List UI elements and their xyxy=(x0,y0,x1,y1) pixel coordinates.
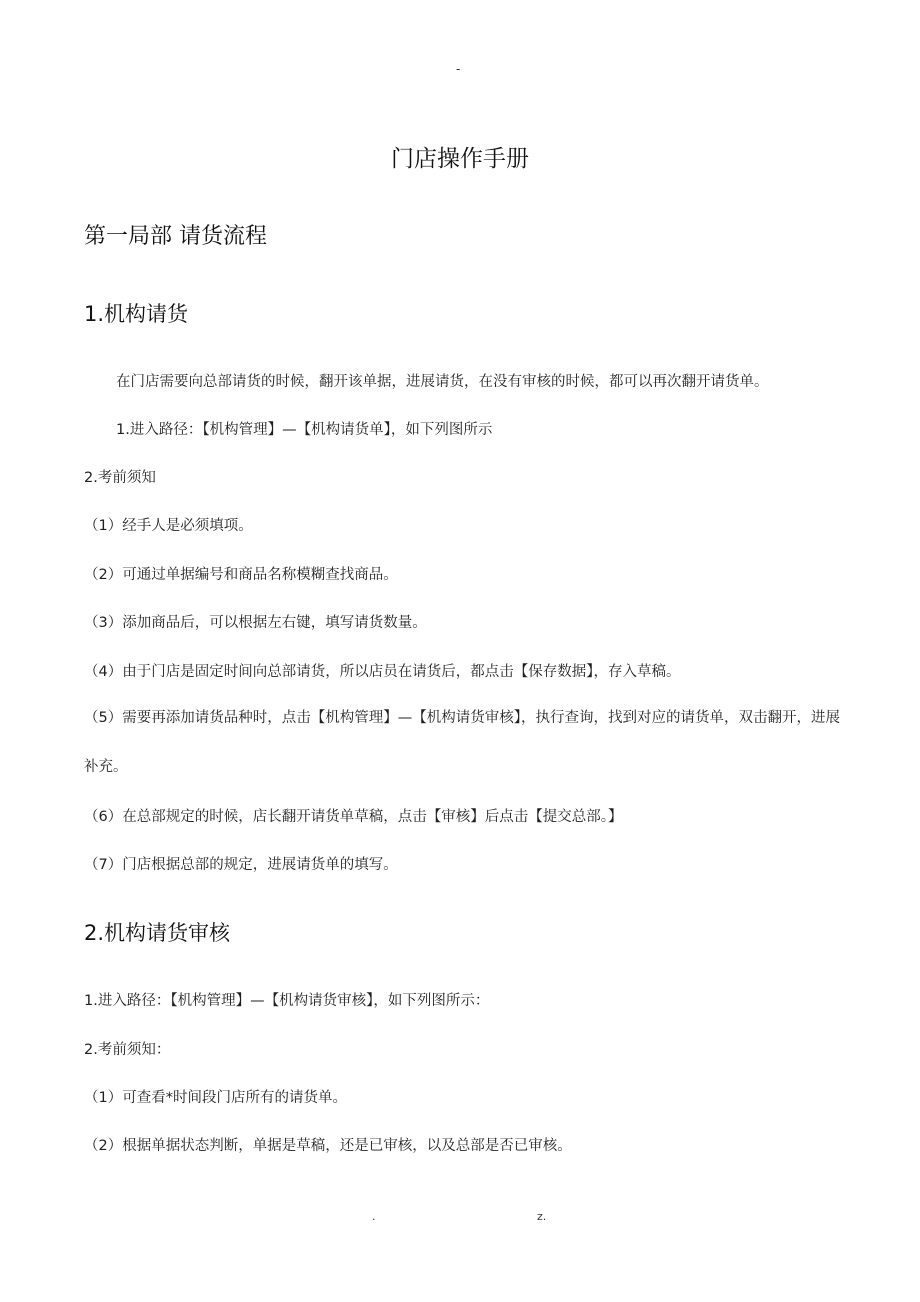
section-heading-1: 1.机构请货 xyxy=(84,302,189,326)
s1-note: （3）添加商品后，可以根据左右键，填写请货数量。 xyxy=(84,615,427,631)
s1-note: （7）门店根据总部的规定，进展请货单的填写。 xyxy=(84,857,398,873)
s2-note: （1）可查看*时间段门店所有的请货单。 xyxy=(84,1090,347,1106)
s1-intro: 在门店需要向总部请货的时候，翻开该单据，进展请货，在没有审核的时候，都可以再次翻开请货单。 xyxy=(116,374,769,390)
section-heading-2: 2.机构请货审核 xyxy=(84,921,231,945)
s1-note: （1）经手人是必须填项。 xyxy=(84,518,253,534)
s1-notes-title: 2.考前须知 xyxy=(84,470,156,486)
footer-left-mark: . xyxy=(372,1210,376,1223)
document-title: 门店操作手册 xyxy=(391,146,529,172)
s2-note: （2）根据单据状态判断，单据是草稿，还是已审核，以及总部是否已审核。 xyxy=(84,1138,572,1154)
header-mark: - xyxy=(456,62,461,76)
part-title: 第一局部 请货流程 xyxy=(84,224,267,249)
footer-right-mark: z. xyxy=(537,1210,547,1223)
s1-path: 1.进入路径：【机构管理】—【机构请货单】，如下列图所示 xyxy=(116,422,493,438)
s2-path: 1.进入路径：【机构管理】—【机构请货审核】，如下列图所示： xyxy=(84,993,490,1009)
s1-note-wrapped: （5）需要再添加请货品种时，点击【机构管理】—【机构请货审核】，执行查询，找到对应的请货单，双击翻开，进展补充。 xyxy=(84,710,840,775)
s2-notes-title: 2.考前须知： xyxy=(84,1042,171,1058)
s1-note: （6）在总部规定的时候，店长翻开请货单草稿，点击【审核】后点击【提交总部。】 xyxy=(84,809,623,825)
s1-note: （4）由于门店是固定时间向总部请货，所以店员在请货后，都点击【保存数据】，存入草稿。 xyxy=(84,664,681,680)
s1-note: （2）可通过单据编号和商品名称模糊查找商品。 xyxy=(84,567,398,583)
